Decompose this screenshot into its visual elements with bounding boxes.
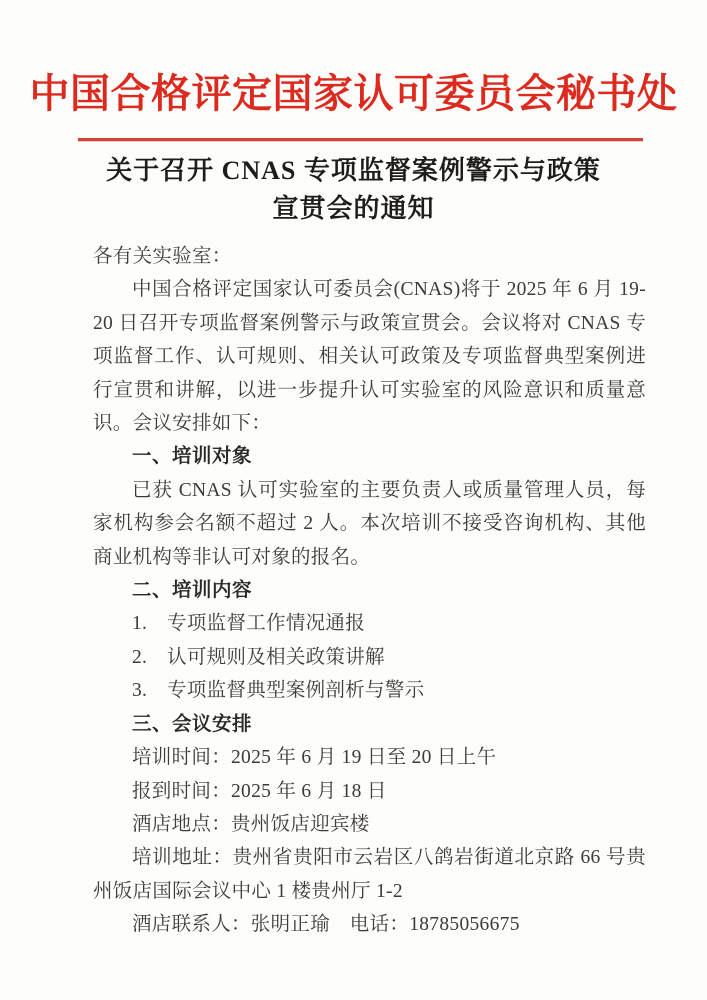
section-1-paragraph: 已获 CNAS 认可实验室的主要负责人或质量管理人员，每家机构参会名额不超过 2 人。本次培训不接受咨询机构、其他商业机构等非认可对象的报名。 bbox=[93, 479, 646, 568]
letterhead-divider bbox=[78, 138, 643, 141]
section-2-heading: 二、培训内容 bbox=[132, 579, 253, 602]
training-content-item-1: 1. 专项监督工作情况通报 bbox=[132, 613, 366, 635]
section-1-heading: 一、培训对象 bbox=[132, 445, 253, 468]
detail-hotel-contact: 酒店联系人：张明正瑜 电话：18785056675 bbox=[132, 914, 520, 936]
document-title bbox=[0, 152, 707, 228]
org-letterhead: 中国合格评定国家认可委员会秘书处 bbox=[29, 71, 678, 116]
intro-paragraph: 中国合格评定国家认可委员会(CNAS)将于 2025 年 6 月 19-20 日召开专项监督案例警示与政策宣贯会。会议将对 CNAS 专项监督工作、认可规则、相关认可政策及专项监督典型案例进行宣贯和讲解，以进一步提升认可实验室的风险意识和质量意识。会议安排如下： bbox=[93, 279, 646, 435]
detail-training-time: 培训时间：2025 年 6 月 19 日至 20 日上午 bbox=[132, 747, 497, 769]
training-content-item-3: 3. 专项监督典型案例剖析与警示 bbox=[132, 680, 425, 702]
detail-checkin-time: 报到时间：2025 年 6 月 18 日 bbox=[132, 780, 387, 802]
detail-training-address: 培训地址：贵州省贵阳市云岩区八鸽岩街道北京路 66 号贵州饭店国际会议中心 1 楼贵州厅 1-2 bbox=[93, 847, 646, 902]
document-title-line1: 关于召开 CNAS 专项监督案例警示与政策 bbox=[106, 156, 601, 185]
salutation: 各有关实验室： bbox=[93, 246, 232, 267]
document-body bbox=[93, 240, 646, 942]
training-content-item-2: 2. 认可规则及相关政策讲解 bbox=[132, 646, 385, 668]
document-title-line2: 宣贯会的通知 bbox=[272, 194, 435, 223]
detail-hotel-location: 酒店地点：贵州饭店迎宾楼 bbox=[132, 813, 370, 835]
section-3-heading: 三、会议安排 bbox=[132, 712, 253, 735]
